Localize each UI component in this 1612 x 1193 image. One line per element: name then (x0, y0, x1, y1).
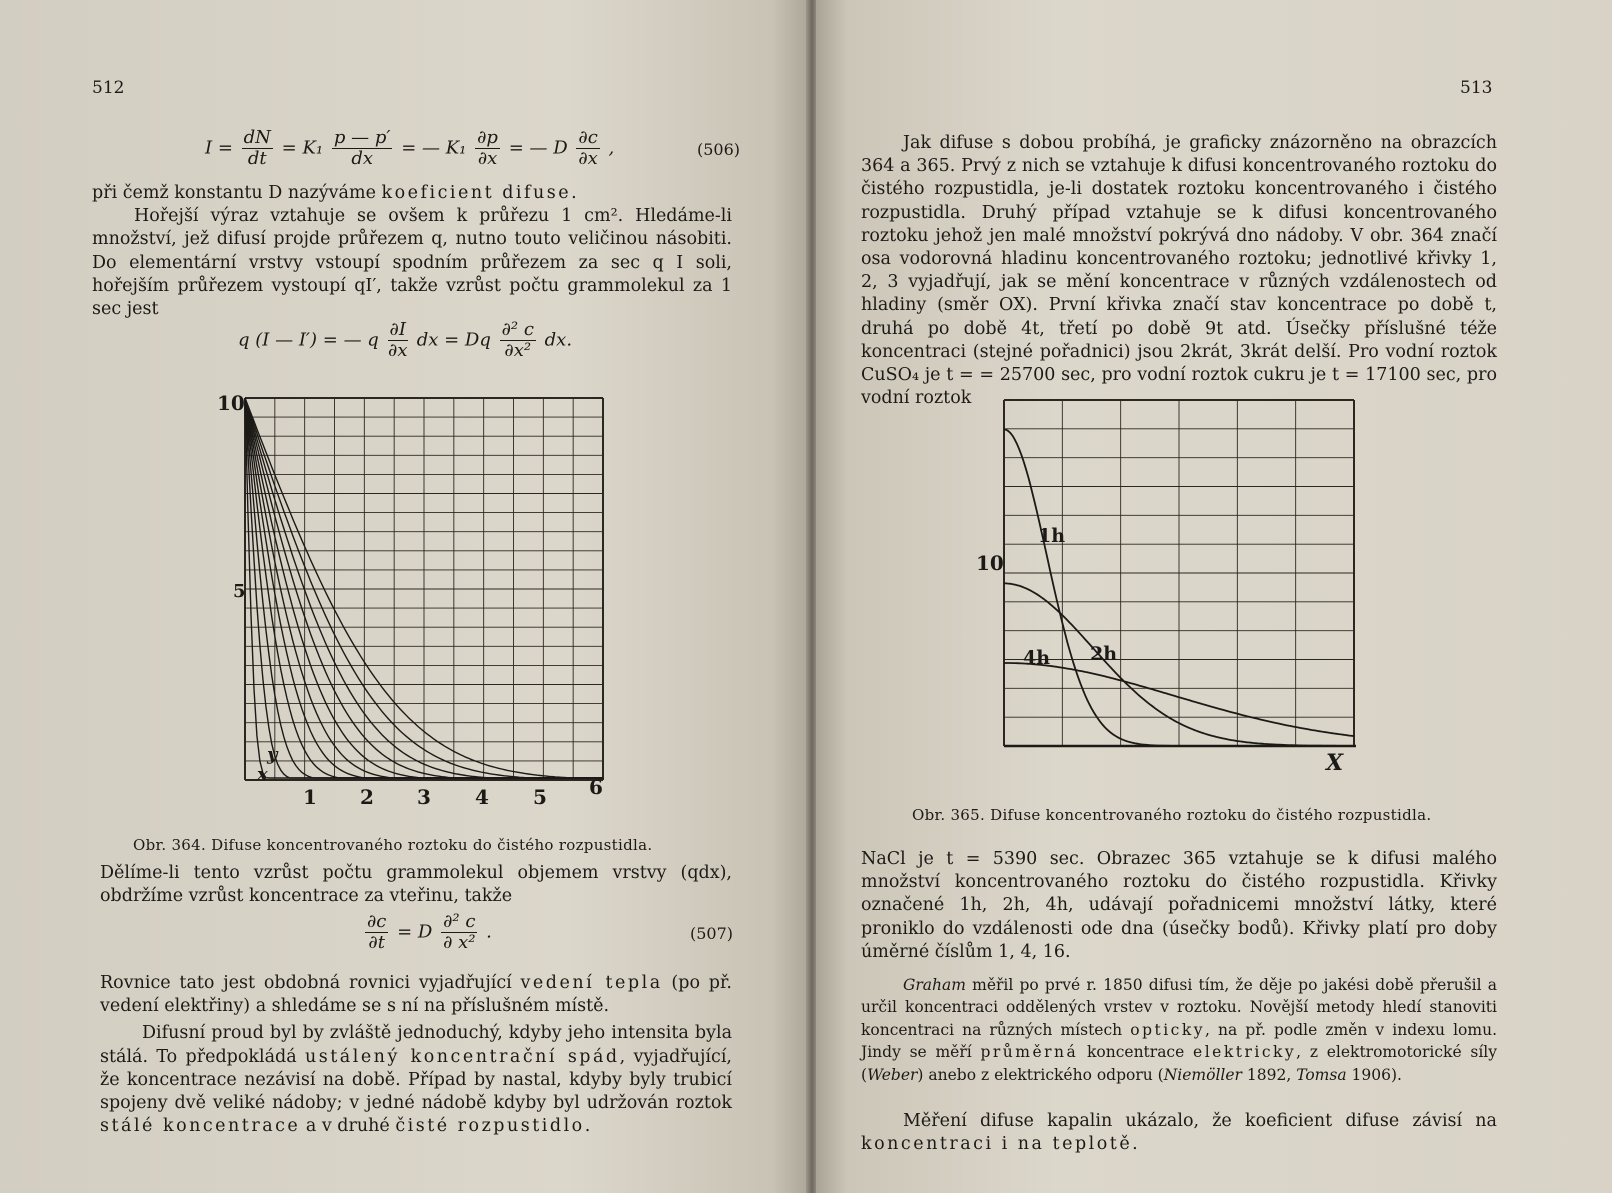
figure-364 (205, 392, 635, 832)
figure-365-caption: Obr. 365. Difuse koncentrovaného roztoku do čistého rozpustidla. (912, 806, 1432, 824)
equation-number-506: (506) (697, 140, 741, 159)
right-text-block-3 (861, 974, 1497, 1086)
equation-layer: q (I — I′) = — q $\frac{\partial I}{\partial x}$ dx = Dq $\frac{\text{∂² c}}{\text{∂x²}}$ dx. (238, 319, 573, 361)
fig365-label-2h: 2h (1090, 643, 1118, 665)
left-text-block-2 (100, 862, 732, 908)
left-text-block-3 (100, 972, 732, 1138)
paragraph-graham: Graham měřil po prvé r. 1850 difusi tím, že děje po jakési době přerušil a určil koncentraci oddělených vrstev v roztoku. Novější metody hledí stanoviti koncentraci na různých místech opticky, na př. podle změn v indexu lomu. Jindy se měří průměrná koncentrace elektricky, z elektromotorické síly (Weber) anebo z elektrického odporu (Niemöller 1892, Tomsa 1906). (861, 976, 1497, 1084)
fig364-y-label-5: 5 (233, 581, 246, 602)
equation-506: I = $\frac{dN}{dt}$ = K₁ $\frac{p — p'}{dx}$ = — K₁ $\frac{\partial p}{\partial x}$ = — D $\frac{\partial c}{\partial x}$ , (205, 127, 615, 169)
left-text-block-1: při čemž konstantu D nazýváme koeficient difuse. Hořejší výraz vztahuje se ovšem k průřezu 1 cm². Hledáme-li množství, jež difusí projde průřezem q, nutno touto veličinou násobiti. Do elementární vrstvy vstoupí spodním průřezem za sec q I soli, hořejším průřezem vystoupí qI′, takže vzrůst počtu grammolekul za 1 sec jest (92, 182, 732, 321)
fig365-y-label-10: 10 (976, 551, 1004, 575)
page-number-left: 512 (92, 78, 125, 98)
equation-507: $\frac{\partial c}{\partial t}$ = D $\frac{\text{∂² c}}{\text{∂ x²}}$ . (367, 911, 492, 953)
fig364-x-axis-letter: x (257, 764, 268, 785)
fig365-x-axis-letter: X (1326, 750, 1344, 776)
paragraph-nacl: NaCl je t = 5390 sec. Obrazec 365 vztahuje se k difusi malého množství koncentrovaného roztoku do čistého rozpustidla. Křivky označené 1h, 2h, 4h, udávají pořadnicemi množství látky, které proniklo do vzdálenosti ode dna (úsečky bodů). Křivky platí pro doby úměrné číslům 1, 4, 16. (861, 849, 1497, 962)
paragraph-division: Dělíme-li tento vzrůst počtu grammolekul objemem vrstvy (qdx), obdržíme vzrůst koncentrace za vteřinu, takže (100, 863, 732, 907)
right-text-block-1 (861, 132, 1497, 410)
paragraph-cross-section: Hořejší výraz vztahuje se ovšem k průřezu 1 cm². Hledáme-li množství, jež difusí projde průřezem q, nutno touto veličinou násobiti. Do elementární vrstvy vstoupí spodním průřezem za sec q I soli, hořejším průřezem vystoupí qI′, takže vzrůst počtu grammolekul za 1 sec jest (92, 206, 732, 320)
equation-number-507: (507) (690, 924, 734, 943)
fig364-y-label-10: 10 (217, 392, 245, 415)
fig364-y-axis-letter: y (267, 744, 278, 765)
page-number-right: 513 (1460, 78, 1493, 98)
paragraph-heat-conduction: Rovnice tato jest obdobná rovnici vyjadřující vedení tepla (po př. vedení elektřiny) a shledáme se s ní na příslušném místě. (100, 973, 732, 1017)
fig364-x-tick: 4 (475, 785, 489, 809)
figure-364-grid (245, 398, 603, 780)
paragraph-measurement: Měření difuse kapalin ukázalo, že koeficient difuse závisí na koncentraci i na teplotě. (861, 1111, 1497, 1155)
fig364-x-tick: 6 (589, 775, 603, 799)
fig364-x-tick: 1 (303, 785, 317, 809)
fig365-label-1h: 1h (1038, 525, 1066, 547)
figure-365-grid (1004, 400, 1356, 746)
figure-365 (976, 398, 1396, 798)
right-text-block-4 (861, 1110, 1497, 1156)
fig364-x-tick: 5 (533, 785, 547, 809)
right-page (816, 0, 1612, 1193)
paragraph-diffusion-current: Difusní proud byl by zvláště jednoduchý, kdyby jeho intensita byla stálá. To předpokládá ustálený koncentrační spád, vyjadřující, že koncentrace nezávisí na době. Případ by nastal, kdyby byly trubicí spojeny dvě veliké nádoby; v jedné nádobě kdyby byl udržován roztok stálé koncentrace a v druhé čisté rozpustidlo. (100, 1023, 732, 1137)
figure-364-caption: Obr. 364. Difuse koncentrovaného roztoku do čistého rozpustidla. (133, 836, 653, 854)
fig364-x-tick: 3 (417, 785, 431, 809)
fig364-x-tick: 2 (360, 785, 374, 809)
paragraph-diffusion-graphs: Jak difuse s dobou probíhá, je graficky znázorněno na obrazcích 364 a 365. Prvý z nich se vztahuje k difusi koncentrovaného roztoku do čistého rozpustidla, je-li dostatek roztoku koncentrovaného i čistého rozpustidla. Druhý případ vztahuje se k difusi koncentrovaného roztoku jehož jen malé množství pokrývá dno nádoby. V obr. 364 značí osa vodorovná hladinu koncentrovaného roztoku; jednotlivé křivky 1, 2, 3 vyjadřují, jak se mění koncentrace v různých vzdálenostech od hladiny (směr OX). První křivka značí stav koncentrace po době t, druhá po době 4t, třetí po době 9t atd. Úsečky příslušné téže koncentraci (stejné pořadnici) jsou 2krát, 3krát delší. Pro vodní roztok CuSO₄ je t = = 25700 sec, pro vodní roztok cukru je t = 17100 sec, pro vodní roztok (861, 133, 1497, 409)
right-text-block-2 (861, 848, 1497, 964)
fig365-label-4h: 4h (1023, 647, 1051, 669)
